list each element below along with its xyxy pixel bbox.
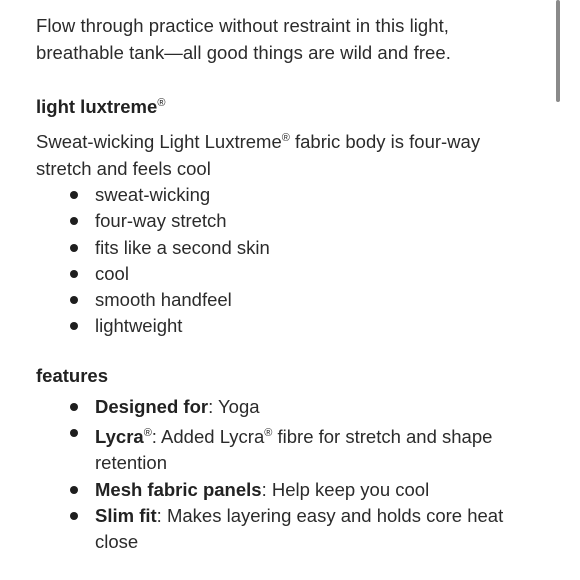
bullet-icon — [70, 403, 78, 411]
list-item-text: four-way stretch — [95, 210, 227, 232]
feature-label — [95, 426, 152, 447]
luxtreme-heading — [36, 90, 540, 120]
luxtreme-description — [36, 125, 540, 182]
list-item — [70, 208, 540, 234]
feature-text-cont: fibre for stretch and shape retention — [95, 426, 493, 474]
registered-mark: ® — [143, 427, 152, 440]
registered-mark: ® — [281, 132, 290, 144]
bullet-icon — [70, 486, 78, 494]
list-item — [70, 235, 540, 261]
feature-item-slim-fit — [70, 503, 540, 556]
features-heading: features — [36, 364, 108, 386]
list-item — [70, 287, 540, 313]
feature-text: : Help keep you cool — [261, 478, 430, 500]
bullet-icon — [70, 270, 78, 278]
bullet-icon — [70, 191, 78, 199]
list-item-text: cool — [95, 262, 129, 284]
bullet-icon — [70, 244, 78, 252]
list-item — [70, 182, 540, 208]
list-item — [70, 313, 540, 339]
features-list — [36, 394, 540, 556]
list-item-text: smooth handfeel — [95, 289, 232, 311]
list-item-text: fits like a second skin — [95, 236, 270, 258]
scrollbar[interactable] — [556, 0, 560, 104]
luxtreme-description-part1: Sweat-wicking Light Luxtreme — [36, 131, 282, 152]
feature-text: : Makes layering easy and holds core heat close — [95, 504, 504, 553]
bullet-icon — [70, 512, 78, 520]
bullet-icon — [70, 322, 78, 330]
registered-mark: ® — [264, 427, 273, 440]
bullet-icon — [70, 429, 78, 437]
feature-item-designed-for — [70, 394, 540, 420]
luxtreme-bullet-list — [36, 182, 540, 340]
feature-text: : Added Lycra — [151, 426, 265, 448]
luxtreme-heading-text: light luxtreme — [36, 96, 158, 117]
list-item-text: lightweight — [95, 315, 183, 337]
feature-label-text: Lycra — [95, 426, 144, 448]
list-item-text: sweat-wicking — [95, 184, 211, 205]
bullet-icon — [70, 217, 78, 225]
registered-mark: ® — [157, 97, 166, 109]
feature-text: : Yoga — [208, 395, 260, 417]
luxtreme-description-part2: fabric body is four-way stretch and feels cool — [36, 131, 481, 179]
intro-paragraph: Flow through practice without restraint in this light, breathable tank—all good things are wild and free. — [36, 15, 451, 63]
scrollbar-thumb[interactable] — [556, 0, 560, 102]
feature-item-mesh-panels — [70, 477, 540, 503]
bullet-icon — [70, 296, 78, 304]
feature-label: Designed for — [95, 395, 209, 417]
list-item — [70, 261, 540, 287]
feature-item-lycra — [70, 420, 540, 477]
feature-label: Mesh fabric panels — [95, 478, 262, 500]
feature-label: Slim fit — [95, 504, 157, 526]
